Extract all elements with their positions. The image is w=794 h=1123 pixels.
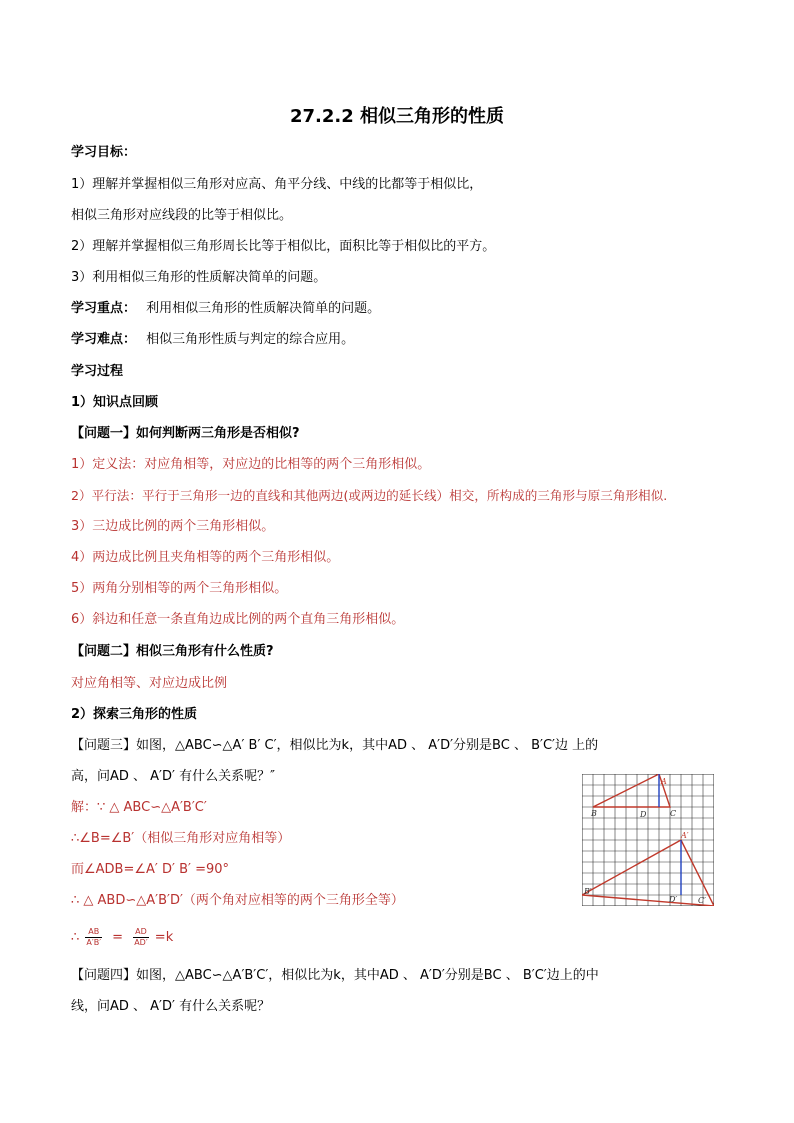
page-title: 27.2.2 相似三角形的性质 <box>289 106 505 127</box>
process-heading: 学习过程 <box>71 364 124 379</box>
objective-2: 2）理解并掌握相似三角形周长比等于相似比，面积比等于相似比的平方。 <box>71 239 496 254</box>
solution-step-3: 而∠ADB=∠A′ D′ B′ =90° <box>71 862 230 877</box>
grid <box>582 774 714 906</box>
objective-1b: 相似三角形对应线段的比等于相似比。 <box>71 208 293 223</box>
question-1: 【问题一】如何判断两三角形是否相似? <box>71 426 300 441</box>
ratio-ad-denominator: AD′ <box>134 938 148 947</box>
ratio-ab-numerator: AB <box>85 927 102 938</box>
review-heading: 1）知识点回顾 <box>71 395 159 410</box>
label-d: D <box>640 810 647 819</box>
answer-2: 对应角相等、对应边成比例 <box>71 676 228 691</box>
key-point-text: 利用相似三角形的性质解决简单的问题。 <box>146 301 381 316</box>
objectives-heading: 学习目标： <box>71 145 137 160</box>
question-4-line-1: 【问题四】如图，△ABC∽△A′B′C′，相似比为k，其中AD 、 A′D′分别是BC 、 B′C′边上的中 <box>71 968 599 983</box>
difficulty-label: 学习难点： <box>71 332 137 347</box>
label-b-prime: B′ <box>584 887 592 896</box>
equals-k: =k <box>154 930 174 945</box>
label-b: B <box>591 809 597 818</box>
ratio-ad-numerator: AD <box>135 927 147 936</box>
key-point <box>71 299 380 319</box>
difficulty <box>71 330 354 350</box>
question-3-line-2: 高，问AD 、 A′D′ 有什么关系呢？″ <box>71 769 275 784</box>
label-c-prime: C′ <box>698 896 706 905</box>
explore-heading: 2）探索三角形的性质 <box>71 707 198 722</box>
question-2: 【问题二】相似三角形有什么性质? <box>71 644 274 659</box>
question-4-line-2: 线，问AD 、 A′D′ 有什么关系呢？ <box>71 999 271 1014</box>
key-point-label: 学习重点： <box>71 301 137 316</box>
solution-step-2: ∴∠B=∠B′（相似三角形对应角相等） <box>71 831 291 846</box>
solution-step-5 <box>71 924 173 952</box>
solution-step-4: ∴ △ ABD∽△A′B′D′（两个角对应相等的两个三角形全等） <box>71 893 404 908</box>
equals-sign: = <box>112 930 124 945</box>
method-4: 4）两边成比例且夹角相等的两个三角形相似。 <box>71 550 340 565</box>
method-6: 6）斜边和任意一条直角边成比例的两个直角三角形相似。 <box>71 612 405 627</box>
method-5: 5）两角分别相等的两个三角形相似。 <box>71 581 288 596</box>
objective-3: 3）利用相似三角形的性质解决简单的问题。 <box>71 270 327 285</box>
label-d-prime: D′ <box>669 895 678 904</box>
method-2: 2）平行法：平行于三角形一边的直线和其他两边(或两边的延长线）相交，所构成的三角形与原三角形相似. <box>71 488 668 503</box>
solution-step-1: 解：∵ △ ABC∽△A′B′C′ <box>71 800 207 815</box>
label-a-prime: A′ <box>681 831 689 840</box>
method-3: 3）三边成比例的两个三角形相似。 <box>71 519 275 534</box>
method-1: 1）定义法：对应角相等，对应边的比相等的两个三角形相似。 <box>71 457 431 472</box>
objective-1a: 1）理解并掌握相似三角形对应高、角平分线、中线的比都等于相似比， <box>71 177 483 192</box>
ratio-ab-denominator: A′B′ <box>86 938 102 947</box>
ratio-ad <box>133 927 148 948</box>
label-a: A <box>661 777 667 786</box>
difficulty-text: 相似三角形性质与判定的综合应用。 <box>146 332 355 347</box>
label-c: C <box>670 809 677 818</box>
similar-triangles-figure <box>582 774 714 906</box>
therefore-symbol: ∴ <box>71 930 80 945</box>
ratio-ab <box>85 927 102 948</box>
question-3-line-1: 【问题三】如图，△ABC∽△A′ B′ C′，相似比为k，其中AD 、 A′D′分别是BC 、 B′C′边 上的 <box>71 738 599 753</box>
